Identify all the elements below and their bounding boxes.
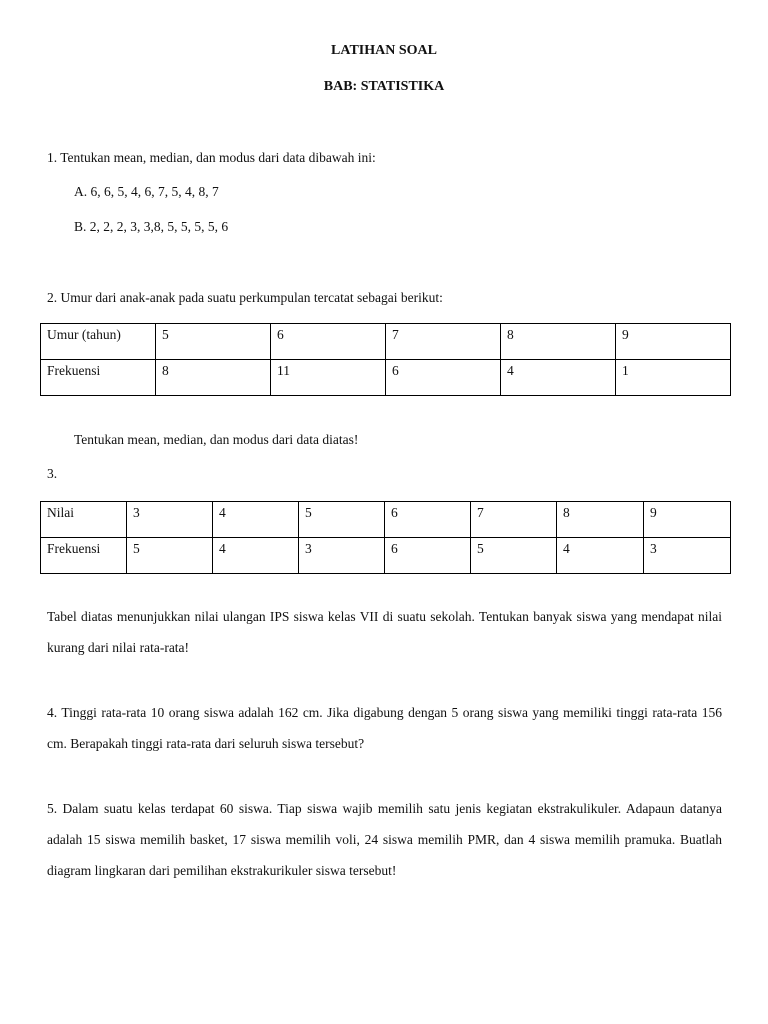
- page-subtitle: BAB: STATISTIKA: [323, 79, 445, 94]
- table-cell: 4: [213, 538, 299, 574]
- question-5-text: 5. Dalam suatu kelas terdapat 60 siswa. Tiap siswa wajib memilih satu jenis kegiatan ekstrakulikuler. Adapaun datanya adalah 15 siswa memilih basket, 17 siswa memilih voli, 24 siswa memilih PMR, dan 4 siswa memilih pramuka. Buatlah diagram lingkaran dari pemilihan ekstrakurikuler siswa tersebut!: [47, 801, 722, 878]
- table-cell: 6: [385, 538, 471, 574]
- question-3-number: 3.: [47, 466, 58, 481]
- table-cell: 5: [471, 538, 557, 574]
- table-cell: 3: [644, 538, 731, 574]
- table-cell: Frekuensi: [41, 538, 127, 574]
- table-cell: Umur (tahun): [41, 324, 156, 360]
- question-2-text: 2. Umur dari anak-anak pada suatu perkumpulan tercatat sebagai berikut:: [47, 290, 443, 305]
- question-2-instruction: Tentukan mean, median, dan modus dari data diatas!: [74, 432, 359, 447]
- table-cell: 7: [386, 324, 501, 360]
- question-3-text: Tabel diatas menunjukkan nilai ulangan IPS siswa kelas VII di suatu sekolah. Tentukan banyak siswa yang mendapat nilai kurang dari nilai rata-rata!: [47, 609, 722, 655]
- score-frequency-table: [40, 501, 731, 574]
- table-cell: 5: [299, 502, 385, 538]
- table-cell: 9: [644, 502, 731, 538]
- table-row: [41, 538, 731, 574]
- table-cell: Frekuensi: [41, 360, 156, 396]
- table-cell: 8: [156, 360, 271, 396]
- page-title: LATIHAN SOAL: [331, 43, 437, 58]
- table-row: [41, 324, 731, 360]
- age-frequency-table: [40, 323, 731, 396]
- table-cell: 4: [557, 538, 644, 574]
- question-4-text: 4. Tinggi rata-rata 10 orang siswa adalah 162 cm. Jika digabung dengan 5 orang siswa yang memiliki tinggi rata-rata 156 cm. Berapakah tinggi rata-rata dari seluruh siswa tersebut?: [47, 705, 722, 751]
- question-1-option-a: A. 6, 6, 5, 4, 6, 7, 5, 4, 8, 7: [74, 184, 219, 199]
- table-cell: 6: [271, 324, 386, 360]
- table-cell: 8: [557, 502, 644, 538]
- table-cell: 7: [471, 502, 557, 538]
- table-cell: 9: [616, 324, 731, 360]
- table-cell: 3: [127, 502, 213, 538]
- table-cell: 4: [213, 502, 299, 538]
- question-1-text: 1. Tentukan mean, median, dan modus dari data dibawah ini:: [47, 150, 376, 165]
- table-cell: 6: [385, 502, 471, 538]
- table-cell: 8: [501, 324, 616, 360]
- table-row: [41, 502, 731, 538]
- table-cell: 1: [616, 360, 731, 396]
- table-cell: 3: [299, 538, 385, 574]
- question-1-option-b: B. 2, 2, 2, 3, 3,8, 5, 5, 5, 5, 6: [74, 219, 229, 234]
- table-cell: 11: [271, 360, 386, 396]
- table-cell: Nilai: [41, 502, 127, 538]
- table-row: [41, 360, 731, 396]
- table-cell: 6: [386, 360, 501, 396]
- table-cell: 5: [127, 538, 213, 574]
- table-cell: 4: [501, 360, 616, 396]
- table-cell: 5: [156, 324, 271, 360]
